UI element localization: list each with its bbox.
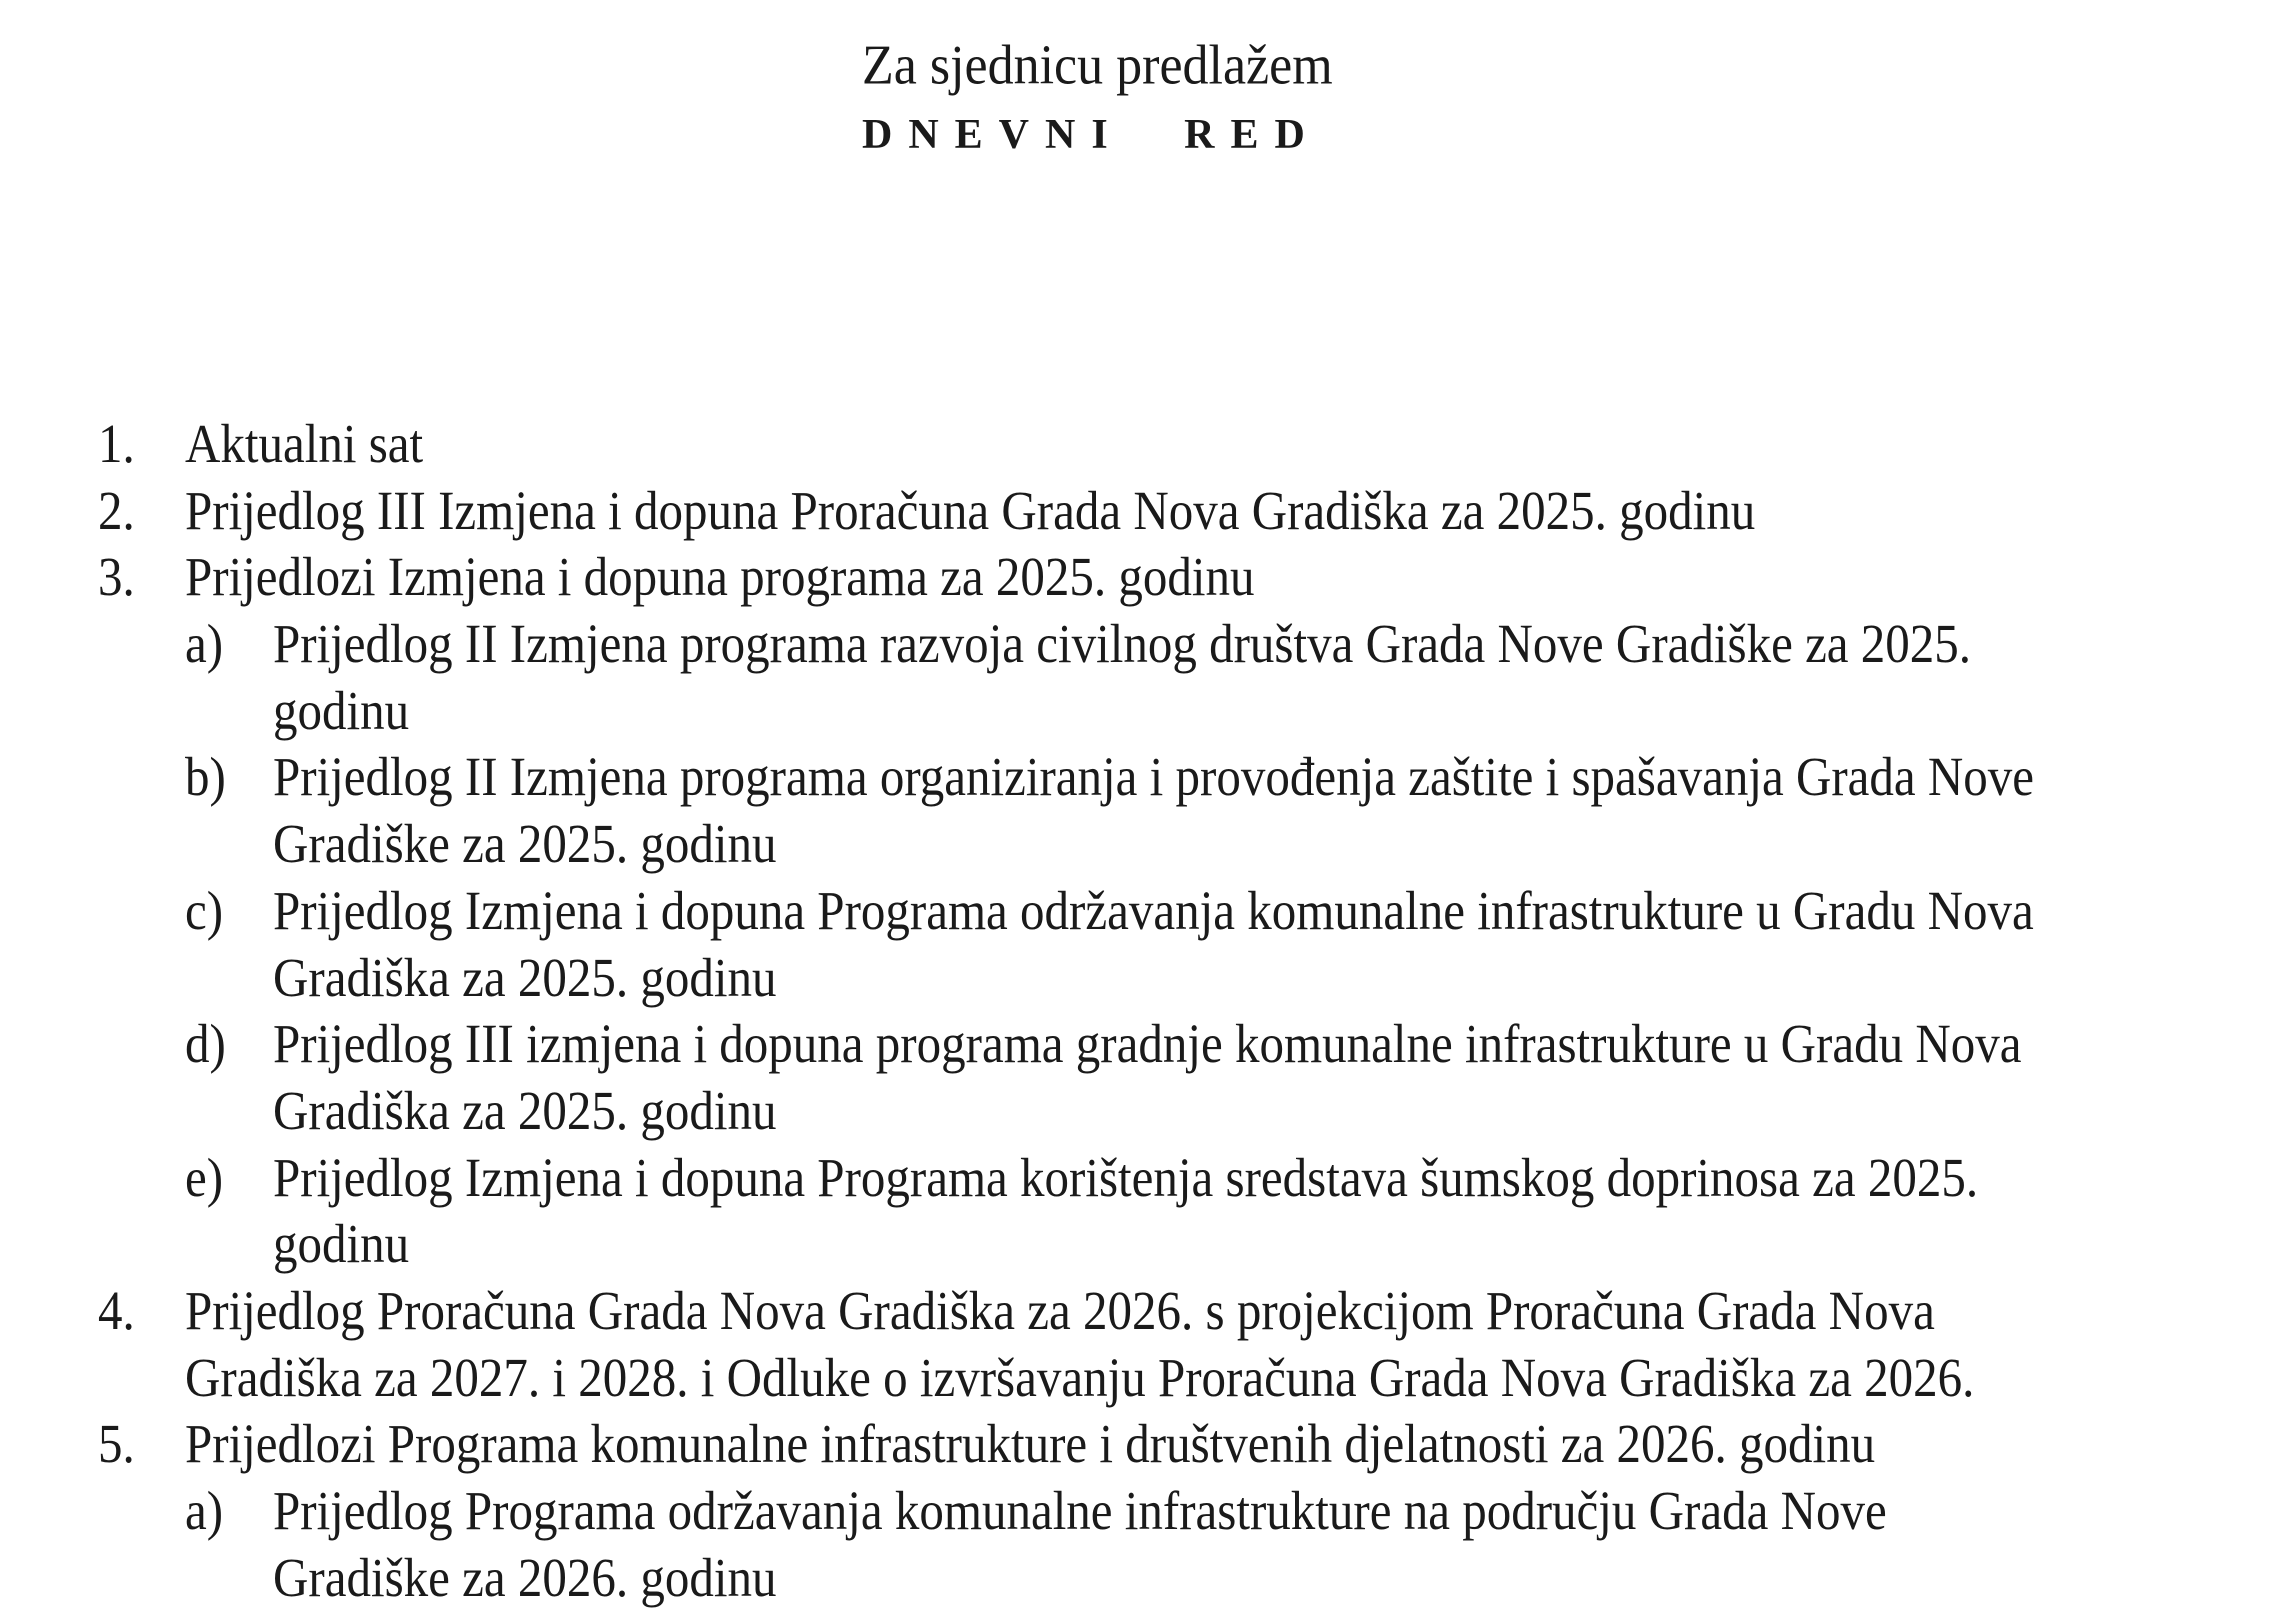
subitem-text: godinu	[273, 1212, 410, 1275]
agenda-subitem-5a	[0, 1478, 2275, 1545]
agenda-subitem-3b	[0, 744, 2275, 811]
item-text: Prijedlog Proračuna Grada Nova Gradiška za 2026. s projekcijom Proračuna Grada Nova	[185, 1279, 1935, 1342]
agenda-subitem-3a	[0, 611, 2275, 678]
item-text: Prijedlozi Izmjena i dopuna programa za 2025. godinu	[185, 545, 1255, 608]
agenda-subitem-5a-cont	[0, 1545, 2275, 1612]
subitem-letter: c)	[185, 879, 224, 942]
agenda-subitem-3a-cont	[0, 678, 2275, 745]
intro-text: Za sjednicu predlažem	[862, 35, 1333, 97]
subitem-text: Prijedlog Izmjena i dopuna Programa korištenja sredstava šumskog doprinosa za 2025.	[273, 1146, 1979, 1208]
agenda-item-4-cont	[0, 1345, 2275, 1412]
agenda-subitem-3d-cont	[0, 1078, 2275, 1145]
item-number: 5.	[98, 1412, 135, 1475]
item-text: Prijedlozi Programa komunalne infrastrukture i društvenih djelatnosti za 2026. godinu	[185, 1412, 1876, 1475]
item-text: Prijedlog III Izmjena i dopuna Proračuna Grada Nova Gradiška za 2025. godinu	[185, 479, 1756, 541]
item-text: Gradiška za 2027. i 2028. i Odluke o izvršavanju Proračuna Grada Nova Gradiška za 2026.	[185, 1346, 1975, 1408]
subitem-text: Prijedlog Izmjena i dopuna Programa održavanja komunalne infrastrukture u Gradu Nova	[273, 879, 2034, 942]
subitem-text: Prijedlog III izmjena i dopuna programa gradnje komunalne infrastrukture u Gradu Nova	[273, 1012, 2022, 1075]
subitem-text: Prijedlog II Izmjena programa razvoja civilnog društva Grada Nove Gradiške za 2025.	[273, 612, 1972, 675]
agenda-subitem-3d	[0, 1011, 2275, 1078]
item-number: 4.	[98, 1279, 135, 1342]
subitem-text: Gradiške za 2026. godinu	[273, 1546, 777, 1608]
agenda-subitem-3c-cont	[0, 945, 2275, 1012]
subitem-letter: a)	[185, 612, 224, 675]
item-number: 3.	[98, 545, 135, 608]
subitem-text: Prijedlog Programa održavanja komunalne infrastrukture na području Grada Nove	[273, 1479, 1887, 1542]
agenda-item-2	[0, 478, 2275, 545]
agenda-list	[0, 411, 2275, 1611]
agenda-subitem-3c	[0, 878, 2275, 945]
agenda-item-1	[0, 411, 2275, 478]
subitem-letter: b)	[185, 746, 226, 808]
agenda-subitem-3e	[0, 1145, 2275, 1212]
agenda-subitem-3b-cont	[0, 811, 2275, 878]
subitem-letter: a)	[185, 1479, 224, 1542]
subitem-text: Gradiška za 2025. godinu	[273, 946, 777, 1008]
item-number: 1.	[98, 412, 135, 475]
subitem-text: Gradiške za 2025. godinu	[273, 812, 777, 875]
agenda-item-4	[0, 1278, 2275, 1345]
item-number: 2.	[98, 479, 135, 541]
document-title: DNEVNI RED	[862, 112, 1321, 158]
subitem-text: godinu	[273, 679, 410, 741]
subitem-text: Gradiška za 2025. godinu	[273, 1079, 777, 1142]
agenda-subitem-3e-cont	[0, 1211, 2275, 1278]
subitem-letter: e)	[185, 1146, 224, 1208]
item-text: Aktualni sat	[185, 412, 424, 475]
agenda-item-5	[0, 1411, 2275, 1478]
subitem-letter: d)	[185, 1012, 226, 1075]
subitem-text: Prijedlog II Izmjena programa organiziranja i provođenja zaštite i spašavanja Grada Nove	[273, 746, 2035, 808]
agenda-item-3	[0, 544, 2275, 611]
